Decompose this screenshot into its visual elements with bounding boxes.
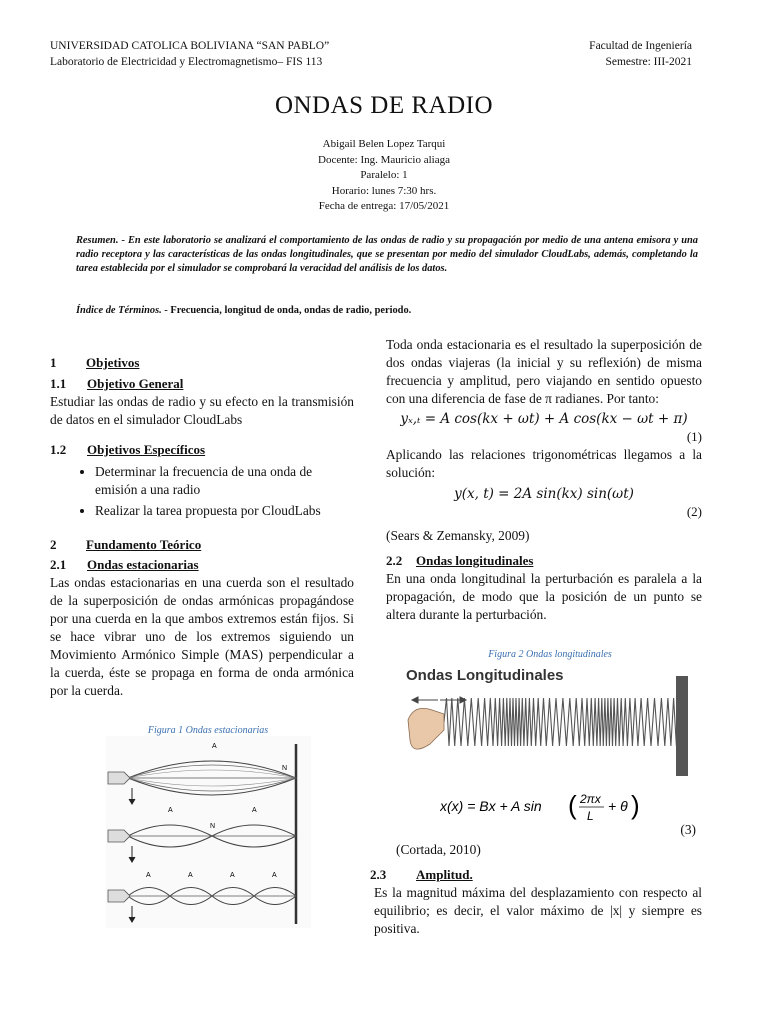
svg-text:(: ( bbox=[568, 790, 577, 820]
author: Abigail Belen Lopez Tarqui bbox=[322, 138, 446, 150]
teacher: Docente: Ing. Mauricio aliaga bbox=[318, 153, 450, 166]
index-terms bbox=[76, 305, 698, 316]
delivery-date: Fecha de entrega: 17/05/2021 bbox=[318, 200, 450, 212]
antinode-label: A bbox=[230, 872, 235, 879]
parallel: Paralelo: 1 bbox=[360, 169, 408, 181]
superposition-text: Toda onda estacionaria es el resultado la superposición de dos ondas viajeras (la inicial y su reflexión) de misma frecuencia y amplitud, pero viajando en sentido opuesto con una diferencia de fase de π radianes. Por tanto: bbox=[386, 337, 702, 406]
list-item: • Realizar la tarea propuesta por CloudLabs bbox=[95, 502, 354, 520]
spring-coils bbox=[444, 698, 676, 746]
university-name: UNIVERSIDAD CATOLICA BOLIVIANA “SAN PABLO” bbox=[50, 40, 330, 52]
section-1-2-heading: 1.2 Objetivos Específicos bbox=[50, 442, 206, 457]
specific-objectives-list bbox=[50, 463, 354, 520]
schedule: Horario: lunes 7:30 hrs. bbox=[331, 184, 437, 197]
equation-3-number: (3) bbox=[680, 822, 696, 837]
equation-3 bbox=[440, 790, 640, 824]
antinode-label: A bbox=[188, 872, 193, 879]
antinode-label: A bbox=[212, 743, 217, 750]
equation-2: y(x, t) = 2A sin(kx) sin(ωt) bbox=[454, 486, 634, 502]
author-block bbox=[0, 137, 768, 215]
equation-1: yₓ,ₜ = A cos(kx + ωt) + A cos(kx − ωt + π) bbox=[400, 411, 688, 427]
header-right bbox=[589, 38, 692, 70]
amplitude-text: Es la magnitud máxima del desplazamiento con respecto al equilibrio; es decir, el valor máximo de |x| y siempre es positiva. bbox=[374, 885, 702, 936]
standing-waves-text: Las ondas estacionarias en una cuerda son el resultado de la superposición de ondas armónicas propagándose por una cuerda en la que ambos extremos están fijos. Si se hace vibrar uno de los extremos siguiendo un Movimiento Armónico Simple (MAS) perpendicular a la cuerda, éste se propaga en forma de onda armónica por la cuerda. bbox=[50, 575, 354, 698]
citation-sears: (Sears & Zemansky, 2009) bbox=[386, 528, 530, 543]
list-item: • Determinar la frecuencia de una onda de emisión a una radio bbox=[95, 463, 354, 499]
right-column bbox=[386, 336, 702, 624]
left-column bbox=[50, 354, 354, 700]
section-1-heading: 1 Objetivos bbox=[50, 355, 140, 370]
citation-cortada: (Cortada, 2010) bbox=[396, 842, 481, 857]
antinode-label: A bbox=[272, 872, 277, 879]
index-terms-list: Frecuencia, longitud de onda, ondas de radio, periodo. bbox=[170, 305, 412, 316]
semester: Semestre: III-2021 bbox=[605, 56, 692, 68]
longitudinal-text: En una onda longitudinal la perturbación es paralela a la propagación, de modo que la posición de un punto se altera durante la perturbación. bbox=[386, 571, 702, 622]
node-label: N bbox=[282, 765, 288, 772]
abstract: Resumen. - En este laboratorio se analizará el comportamiento de las ondas de radio y su propagación por medio de una antena emisora y una radio receptora y las características de las ondas longitudinales, que se presentan por medio del simulador CloudLabs, además, completando la tarea establecida por el simulador se comprobará la veracidad del análisis de los datos. bbox=[76, 235, 698, 274]
section-2-heading: 2 Fundamento Teórico bbox=[50, 537, 202, 552]
faculty-name: Facultad de Ingeniería bbox=[589, 40, 692, 52]
svg-text:): ) bbox=[631, 790, 640, 820]
figure-2-caption: Figura 2 Ondas longitudinales bbox=[488, 649, 612, 660]
trig-relations-text: Aplicando las relaciones trigonométricas llegamos a la solución: bbox=[386, 447, 702, 480]
equation-1-number: (1) bbox=[686, 429, 702, 444]
svg-text:x(x) = Bx + A sin: x(x) = Bx + A sin bbox=[440, 798, 542, 814]
section-1-1-heading: 1.1 Objetivo General bbox=[50, 376, 184, 391]
wall bbox=[676, 676, 688, 776]
figure-1-standing-waves bbox=[106, 736, 311, 928]
general-objective-text: Estudiar las ondas de radio y su efecto en la transmisión de datos en el simulador CloudLabs bbox=[50, 394, 354, 427]
section-2-2-heading: 2.2 Ondas longitudinales bbox=[386, 553, 534, 568]
section-2-3-heading: 2.3 Amplitud. bbox=[370, 867, 473, 882]
svg-text:2πx: 2πx bbox=[580, 792, 601, 806]
antinode-label: A bbox=[168, 807, 173, 814]
hand-icon bbox=[408, 708, 444, 749]
index-terms-label: Índice de Términos. - bbox=[76, 305, 168, 316]
lab-name: Laboratorio de Electricidad y Electromagnetismo– FIS 113 bbox=[50, 56, 323, 68]
figure-1-caption: Figura 1 Ondas estacionarias bbox=[147, 725, 269, 736]
header-left bbox=[50, 38, 329, 70]
svg-text:L: L bbox=[587, 809, 594, 823]
equation-2-number: (2) bbox=[686, 504, 702, 519]
figure-2-longitudinal-wave bbox=[404, 660, 696, 778]
amplitude-section bbox=[374, 884, 702, 938]
node-label: N bbox=[210, 823, 216, 830]
page-title: ONDAS DE RADIO bbox=[274, 92, 494, 119]
svg-text:+ θ: + θ bbox=[608, 798, 628, 814]
antinode-label: A bbox=[146, 872, 151, 879]
section-2-1-heading: 2.1 Ondas estacionarias bbox=[50, 557, 199, 572]
figure-2-title: Ondas Longitudinales bbox=[406, 667, 564, 684]
antinode-label: A bbox=[252, 807, 257, 814]
